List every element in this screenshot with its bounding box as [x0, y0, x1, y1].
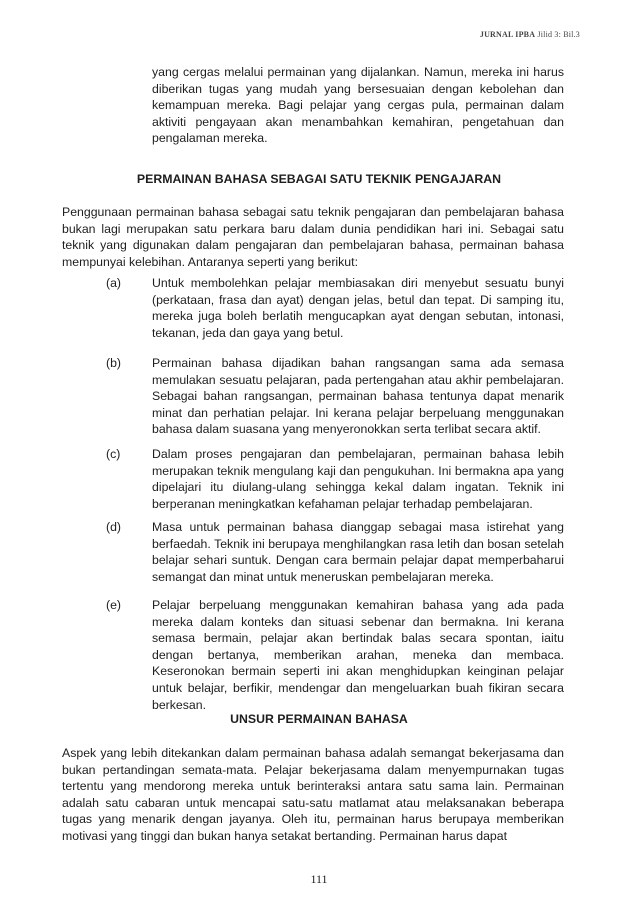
list-text: Pelajar berpeluang menggunakan kemahiran bahasa yang ada pada mereka dalam konteks dan situasi sebenar dan bermakna. Ini kerana semasa bermain, pelajar akan bertindak balas secara spontan, iaitu dengan bertanya, memberikan arahan, meneka dan membaca. Keseronokan bermain seperti ini akan menghidupkan keinginan pelajar untuk belajar, berfikir, mendengar dan mengeluarkan buah fikiran secara berkesan.	[152, 598, 564, 712]
list-text: Masa untuk permainan bahasa dianggap sebagai masa istirehat yang berfaedah. Teknik ini berupaya menghilangkan rasa letih dan bosan setelah belajar sehari suntuk. Dengan cara bermain pelajar dapat memperbaharui semangat dan minat untuk meneruskan pembelajaran mereka.	[152, 520, 564, 584]
list-text: Permainan bahasa dijadikan bahan rangsangan sama ada semasa memulakan sesuatu pelajaran, pada pertengahan atau akhir pembelajaran. Sebagai bahan rangsangan, permainan bahasa tentunya dapat menarik minat dan perhatian pelajar. Ini kerana pelajar berpeluang menggunakan bahasa dalam suasana yang menyeronokkan serta terlibat secara aktif.	[152, 356, 564, 437]
section1-paragraph: Penggunaan permainan bahasa sebagai satu teknik pengajaran dan pembelajaran bahasa bukan lagi merupakan satu perkara baru dalam dunia pendidikan hari ini. Sebagai satu teknik yang digunakan dalam pengajaran dan pembelajaran bahasa, permainan bahasa mempunyai kelebihan. Antaranya seperti yang berikut:	[62, 205, 564, 269]
section2-paragraph: Aspek yang lebih ditekankan dalam permainan bahasa adalah semangat bekerjasama dan bukan pertandingan semata-mata. Pelajar bekerjasama dalam menyempurnakan tugas tertentu yang mendorong mereka untuk berinteraksi antara satu sama lain. Permainan adalah satu cabaran untuk mencapai satu-satu matlamat atau melaksanakan beberapa tugas yang menarik dengan jayanya. Oleh itu, permainan harus berupaya memberikan motivasi yang tinggi dan bukan hanya setakat bertanding. Permainan harus dapat	[62, 746, 564, 843]
journal-volume: Jilid 3: Bil.3	[537, 30, 580, 39]
list-label: (b)	[106, 356, 122, 370]
page-number: 111	[310, 872, 328, 886]
journal-name: JURNAL IPBA	[479, 30, 536, 39]
list-label: (e)	[106, 598, 122, 612]
list-label: (c)	[106, 447, 121, 461]
section-heading-teknik-pengajaran: PERMAINAN BAHASA SEBAGAI SATU TEKNIK PENGAJARAN	[136, 172, 502, 186]
list-label: (a)	[106, 276, 122, 290]
intro-paragraph: yang cergas melalui permainan yang dijalankan. Namun, mereka ini harus diberikan tugas yang mudah yang bersesuaian dengan kebolehan dan kemampuan mereka. Bagi pelajar yang cergas pula, permainan dalam aktiviti pengayaan akan menambahkan kemahiran, pengetahuan dan pengalaman mereka.	[152, 65, 564, 146]
section-heading-unsur-permainan: UNSUR PERMAINAN BAHASA	[230, 712, 408, 726]
list-text: Untuk membolehkan pelajar membiasakan diri menyebut sesuatu bunyi (perkataan, frasa dan ayat) dengan jelas, betul dan tepat. Di samping itu, mereka juga boleh berlatih mengucapkan ayat dengan sebutan, intonasi, tekanan, jeda dan gaya yang betul.	[152, 276, 564, 340]
list-text: Dalam proses pengajaran dan pembelajaran, permainan bahasa lebih merupakan teknik mengulang kaji dan pengukuhan. Ini bermakna apa yang dipelajari itu diulang-ulang sehingga kekal dalam ingatan. Teknik ini berperanan meningkatkan kefahaman pelajar terhadap pembelajaran.	[152, 447, 564, 511]
running-header	[480, 30, 580, 39]
list-label: (d)	[106, 520, 122, 534]
